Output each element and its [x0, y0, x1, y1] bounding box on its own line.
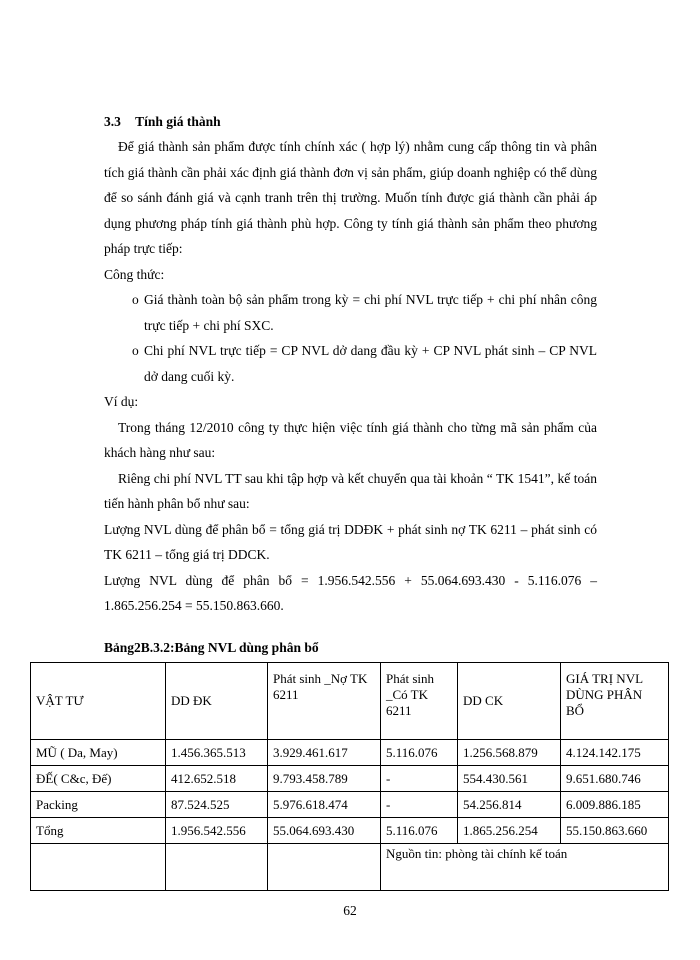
table-cell	[31, 844, 166, 891]
example-paragraph: Riêng chi phí NVL TT sau khi tập hợp và kết chuyển qua tài khoản “ TK 1541”, kế toán tiến hành phân bổ như sau:	[104, 470, 597, 511]
table-cell: 412.652.518	[166, 766, 268, 792]
formula-label: Công thức:	[104, 266, 165, 282]
table-source-row	[31, 844, 669, 891]
column-header: Phát sinh _Có TK 6211	[381, 663, 458, 740]
table-header-row	[31, 663, 669, 740]
source-note: Nguồn tin: phòng tài chính kế toán	[381, 844, 669, 891]
column-header: VẬT TƯ	[31, 663, 166, 740]
table-cell: Packing	[31, 792, 166, 818]
table-cell: 9.793.458.789	[268, 766, 381, 792]
table-cell: 87.524.525	[166, 792, 268, 818]
bullet-marker: o	[132, 292, 139, 307]
table-row	[31, 766, 669, 792]
table-cell: -	[381, 792, 458, 818]
column-header: Phát sinh _Nợ TK 6211	[268, 663, 381, 740]
example-paragraph: Trong tháng 12/2010 công ty thực hiện việc tính giá thành cho từng mã sản phẩm của khách hàng như sau:	[104, 419, 597, 460]
table-cell: 1.956.542.556	[166, 818, 268, 844]
table-cell: Tổng	[31, 818, 166, 844]
table-cell: 9.651.680.746	[561, 766, 669, 792]
column-header: DD CK	[458, 663, 561, 740]
table-row	[31, 740, 669, 766]
table-cell	[268, 844, 381, 891]
page-number: 62	[343, 903, 357, 918]
body-text	[104, 134, 597, 619]
table-row	[31, 792, 669, 818]
table-cell: 55.064.693.430	[268, 818, 381, 844]
table-cell: 5.116.076	[381, 740, 458, 766]
bullet-text: Giá thành toàn bộ sản phẩm trong kỳ = chi phí NVL trực tiếp + chi phí nhân công trực tiếp + chi phí SXC.	[144, 292, 597, 333]
table-total-row	[31, 818, 669, 844]
intro-paragraph: Để giá thành sản phẩm được tính chính xác ( hợp lý) nhằm cung cấp thông tin và phân tích giá thành cần phải xác định giá thành đơn vị sản phẩm, giúp doanh nghiệp có thể dùng để so sánh đánh giá và cạnh tranh trên thị trường. Muốn tính được giá thành cần phải áp dụng phương pháp tính giá thành phù hợp. Công ty tính giá thành sản phẩm theo phương pháp trực tiếp:	[104, 139, 597, 256]
table-cell	[166, 844, 268, 891]
column-header: DD ĐK	[166, 663, 268, 740]
table-cell: -	[381, 766, 458, 792]
section-heading	[104, 114, 221, 130]
table-cell: 554.430.561	[458, 766, 561, 792]
formula-paragraph: Lượng NVL dùng để phân bổ = tổng giá trị DDĐK + phát sinh nợ TK 6211 – phát sinh có TK 6211 – tổng giá trị DDCK.	[104, 521, 597, 562]
table-cell: 1.456.365.513	[166, 740, 268, 766]
bullet-item	[104, 338, 597, 389]
formula-paragraph: Lượng NVL dùng để phân bổ = 1.956.542.556 + 55.064.693.430 - 5.116.076 – 1.865.256.254 = 55.150.863.660.	[104, 572, 597, 613]
table-cell: ĐẾ( C&c, Đế)	[31, 766, 166, 792]
section-number: 3.3	[104, 114, 121, 129]
table-cell: MŨ ( Da, May)	[31, 740, 166, 766]
table-cell: 1.256.568.879	[458, 740, 561, 766]
bullet-item	[104, 287, 597, 338]
table-cell: 6.009.886.185	[561, 792, 669, 818]
bullet-marker: o	[132, 343, 139, 358]
table-cell: 55.150.863.660	[561, 818, 669, 844]
table-cell: 5.976.618.474	[268, 792, 381, 818]
table-cell: 4.124.142.175	[561, 740, 669, 766]
bullet-text: Chi phí NVL trực tiếp = CP NVL dở dang đầu kỳ + CP NVL phát sinh – CP NVL dở dang cuối kỳ.	[144, 343, 597, 384]
example-label: Ví dụ:	[104, 394, 139, 409]
table-caption: Bảng2B.3.2:Bảng NVL dùng phân bổ	[104, 640, 319, 655]
table-cell: 5.116.076	[381, 818, 458, 844]
table-cell: 1.865.256.254	[458, 818, 561, 844]
column-header: GIÁ TRỊ NVL DÙNG PHÂN BỔ	[561, 663, 669, 740]
table-cell: 3.929.461.617	[268, 740, 381, 766]
nvl-allocation-table	[30, 662, 669, 891]
section-title: Tính giá thành	[135, 114, 221, 129]
table-cell: 54.256.814	[458, 792, 561, 818]
